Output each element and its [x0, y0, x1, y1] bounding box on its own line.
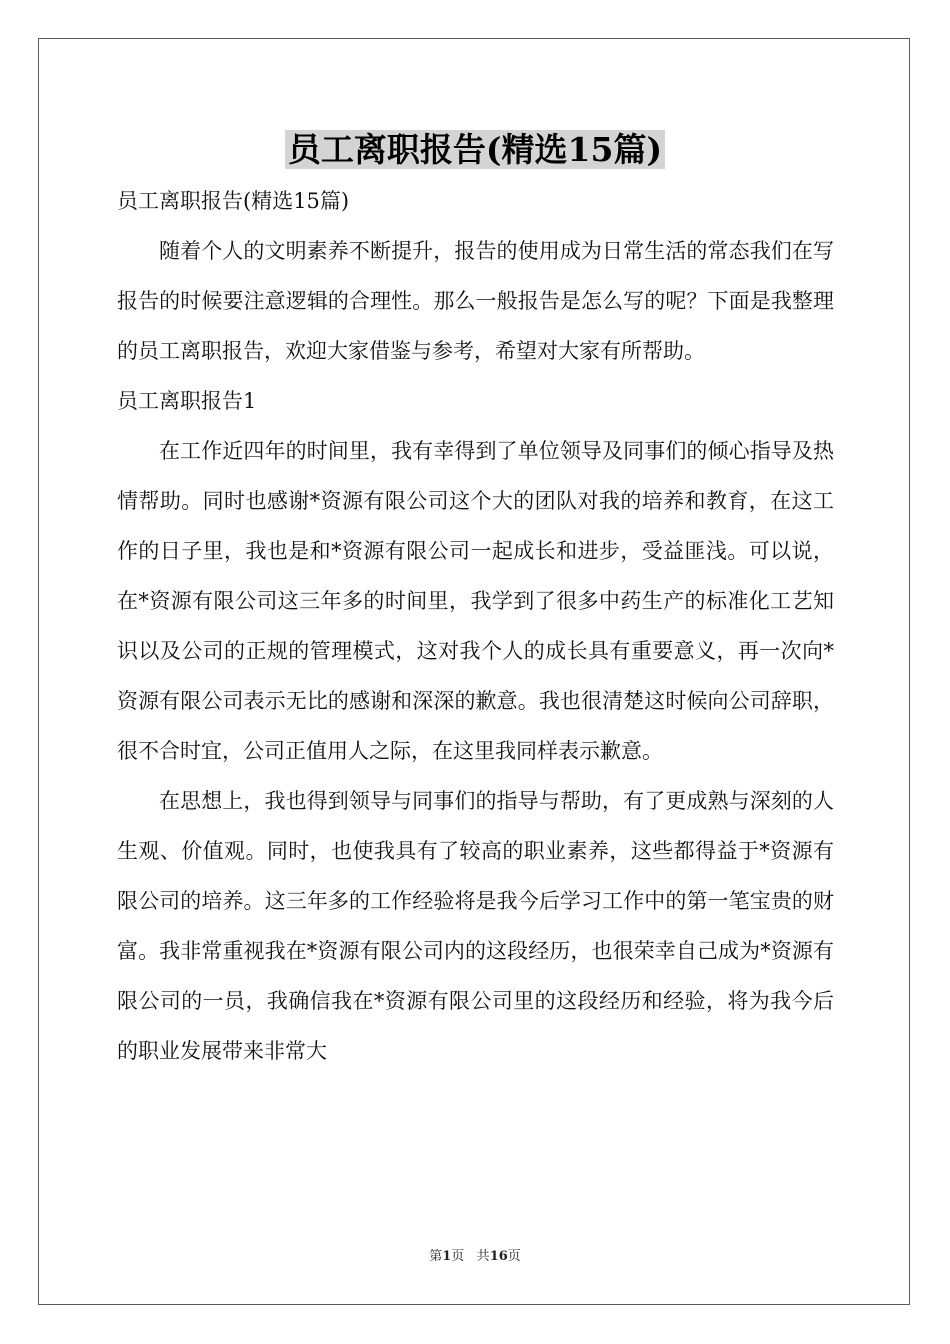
- section-heading: 员工离职报告1: [117, 389, 257, 413]
- document-title-text: 员工离职报告(精选15篇): [285, 130, 665, 169]
- total-pages: 16: [489, 1249, 508, 1264]
- body-paragraph: 在工作近四年的时间里，我有幸得到了单位领导及同事们的倾心指导及热情帮助。同时也感谢*资源有限公司这个大的团队对我的培养和教育，在这工作的日子里，我也是和*资源有限公司一起成长和进步，受益匪浅。可以说，在*资源有限公司这三年多的时间里，我学到了很多中药生产的标准化工艺知识以及公司的正规的管理模式，这对我个人的成长具有重要意义，再一次向*资源有限公司表示无比的感谢和深深的歉意。我也很清楚这时候向公司辞职，很不合时宜，公司正值用人之际，在这里我同样表示歉意。: [117, 439, 834, 763]
- page-prefix: 第: [429, 1249, 443, 1264]
- document-title: [0, 128, 950, 172]
- page-suffix: 页: [451, 1249, 465, 1264]
- document-body: [117, 176, 834, 1076]
- page-footer: [0, 1245, 950, 1264]
- page-number: 1: [442, 1249, 452, 1264]
- total-suffix: 页: [507, 1249, 521, 1264]
- document-subtitle: 员工离职报告(精选15篇): [117, 189, 350, 213]
- total-prefix: 共: [476, 1249, 490, 1264]
- body-paragraph: 在思想上，我也得到领导与同事们的指导与帮助，有了更成熟与深刻的人生观、价值观。同时，也使我具有了较高的职业素养，这些都得益于*资源有限公司的培养。这三年多的工作经验将是我今后学习工作中的第一笔宝贵的财富。我非常重视我在*资源有限公司内的这段经历，也很荣幸自己成为*资源有限公司的一员，我确信我在*资源有限公司里的这段经历和经验，将为我今后的职业发展带来非常大: [117, 789, 834, 1063]
- intro-paragraph: 随着个人的文明素养不断提升，报告的使用成为日常生活的常态我们在写报告的时候要注意逻辑的合理性。那么一般报告是怎么写的呢？下面是我整理的员工离职报告，欢迎大家借鉴与参考，希望对大家有所帮助。: [117, 239, 834, 363]
